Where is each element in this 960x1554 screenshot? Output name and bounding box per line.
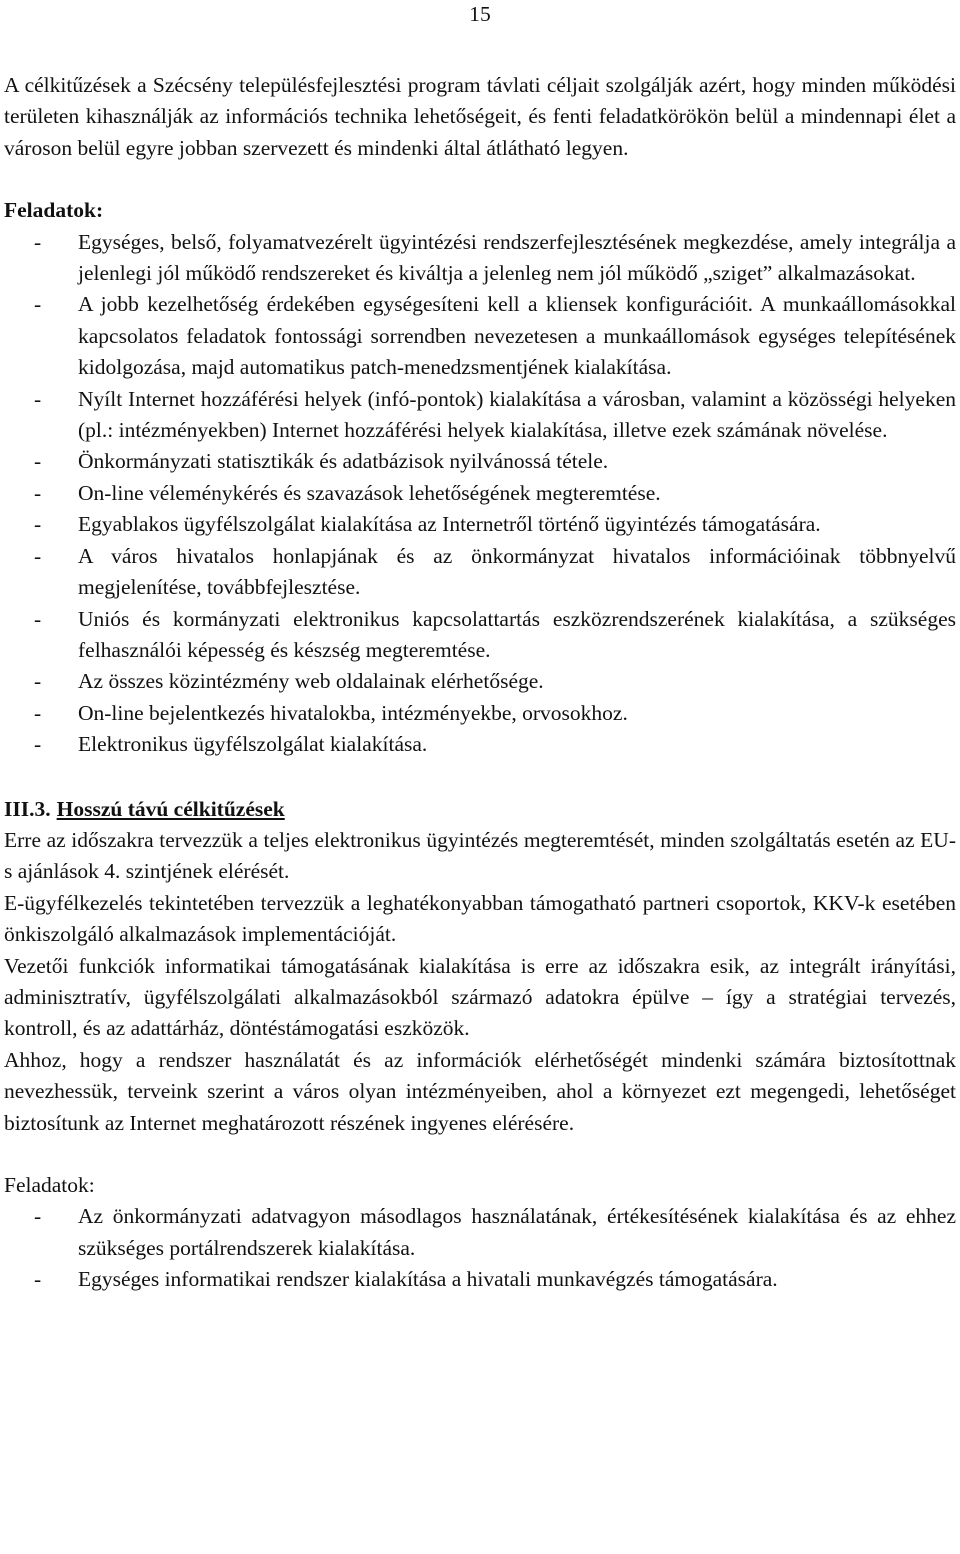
section-paragraph: Vezetői funkciók informatikai támogatásának kialakítása is erre az időszakra esik, az integrált irányítási, adminisztratív, ügyfélszolgálati alkalmazásokból származó adatokra épülve – így a stratégiai tervezés, kontroll, és az adattárház, döntéstámogatási eszközök. — [4, 953, 956, 1041]
list-item-text: On-line véleménykérés és szavazások lehetőségének megteremtése. — [78, 480, 661, 505]
list-item — [4, 446, 956, 477]
list-item — [4, 478, 956, 509]
list-item — [4, 666, 956, 697]
list-item-text: Uniós és kormányzati elektronikus kapcsolattartás eszközrendszerének kialakítása, a szükséges felhasználói képesség és készség megteremtése. — [78, 606, 956, 662]
list-item — [4, 541, 956, 604]
list-item — [4, 604, 956, 667]
dash-marker: - — [34, 229, 42, 254]
list-item — [4, 227, 956, 290]
page-number: 15 — [469, 2, 491, 26]
list-item-text: Egyablakos ügyfélszolgálat kialakítása az Internetről történő ügyintézés támogatására. — [78, 512, 821, 537]
section-number: III.3. — [4, 796, 51, 821]
list-item-text: Egységes, belső, folyamatvezérelt ügyintézési rendszerfejlesztésének megkezdése, amely integrálja a jelenlegi jól működő rendszereket és kiváltja a jelenleg nem jól működő „sziget” alkalmazásokat. — [78, 229, 956, 286]
list-item-text: Elektronikus ügyfélszolgálat kialakítása. — [78, 732, 428, 757]
tasks-heading-1: Feladatok: — [4, 198, 104, 223]
dash-marker: - — [34, 386, 42, 411]
list-item-text: A város hivatalos honlapjának és az önkormányzat hivatalos információinak többnyelvű megjelenítése, továbbfejlesztése. — [78, 543, 956, 600]
tasks-list-2 — [4, 1201, 956, 1295]
section-title: Hosszú távú célkitűzések — [56, 796, 285, 821]
spacer — [4, 1139, 956, 1170]
section-paragraph: Ahhoz, hogy a rendszer használatát és az információk elérhetőségét mindenki számára biztosítottnak nevezhessük, terveink szerint a város olyan intézményeiben, ahol a környezet ezt megengedi, lehetőséget biztosítunk az Internet meghatározott részének ingyenes elérésére. — [4, 1047, 956, 1135]
tasks-heading-2: Feladatok: — [4, 1173, 95, 1197]
dash-marker: - — [34, 700, 42, 725]
list-item — [4, 509, 956, 540]
list-item-text: A jobb kezelhetőség érdekében egységesíteni kell a kliensek konfigurációit. A munkaállomásokkal kapcsolatos feladatok fontossági sorrendben nevezetesen a munkaállomások egységes telepítésének kidolgozása, majd automatikus patch-menedzsmentjének kialakítása. — [78, 292, 956, 380]
tasks-list-1 — [4, 227, 956, 761]
list-item-text: Egységes informatikai rendszer kialakítása a hivatali munkavégzés támogatására. — [78, 1267, 778, 1292]
dash-marker: - — [34, 543, 42, 568]
list-item-text: Önkormányzati statisztikák és adatbázisok nyilvánossá tétele. — [78, 449, 609, 474]
dash-marker: - — [34, 449, 42, 474]
section-heading — [4, 794, 956, 825]
list-item — [4, 698, 956, 729]
list-item-text: Nyílt Internet hozzáférési helyek (infó-pontok) kialakítása a városban, valamint a közösségi helyeken (pl.: intézményekben) Internet hozzáférési helyek kialakítása, illetve ezek számának növelése. — [78, 386, 956, 443]
dash-marker: - — [34, 1267, 42, 1292]
dash-marker: - — [34, 512, 42, 537]
dash-marker: - — [34, 292, 42, 317]
intro-paragraph: A célkitűzések a Szécsény településfejlesztési program távlati céljait szolgálják azért, hogy minden működési területen kihasználják az információs technika lehetőségeit, és fenti feladatkörökön belül a mindennapi élet a városon belül egyre jobban szervezett és mindenki által átlátható legyen. — [4, 73, 956, 160]
list-item — [4, 1201, 956, 1264]
spacer — [4, 761, 956, 794]
list-item — [4, 384, 956, 447]
spacer — [4, 164, 956, 195]
list-item — [4, 1264, 956, 1295]
list-item-text: Az összes közintézmény web oldalainak elérhetősége. — [78, 669, 544, 694]
list-item — [4, 729, 956, 760]
list-item-text: On-line bejelentkezés hivatalokba, intézményekbe, orvosokhoz. — [78, 700, 628, 725]
dash-marker: - — [34, 732, 42, 757]
section-paragraph: E-ügyfélkezelés tekintetében tervezzük a leghatékonyabban támogatható partneri csoportok, KKV-k esetében önkiszolgáló alkalmazások implementációját. — [4, 890, 956, 947]
section-paragraph: Erre az időszakra tervezzük a teljes elektronikus ügyintézés megteremtését, minden szolgáltatás esetén az EU-s ajánlások 4. szintjének elérését. — [4, 827, 956, 884]
list-item-text: Az önkormányzati adatvagyon másodlagos használatának, értékesítésének kialakítása és az ehhez szükséges portálrendszerek kialakítása. — [78, 1204, 956, 1260]
dash-marker: - — [34, 480, 42, 505]
list-item — [4, 289, 956, 383]
dash-marker: - — [34, 669, 42, 694]
dash-marker: - — [34, 606, 42, 631]
dash-marker: - — [34, 1204, 42, 1229]
document-body — [4, 70, 956, 1296]
